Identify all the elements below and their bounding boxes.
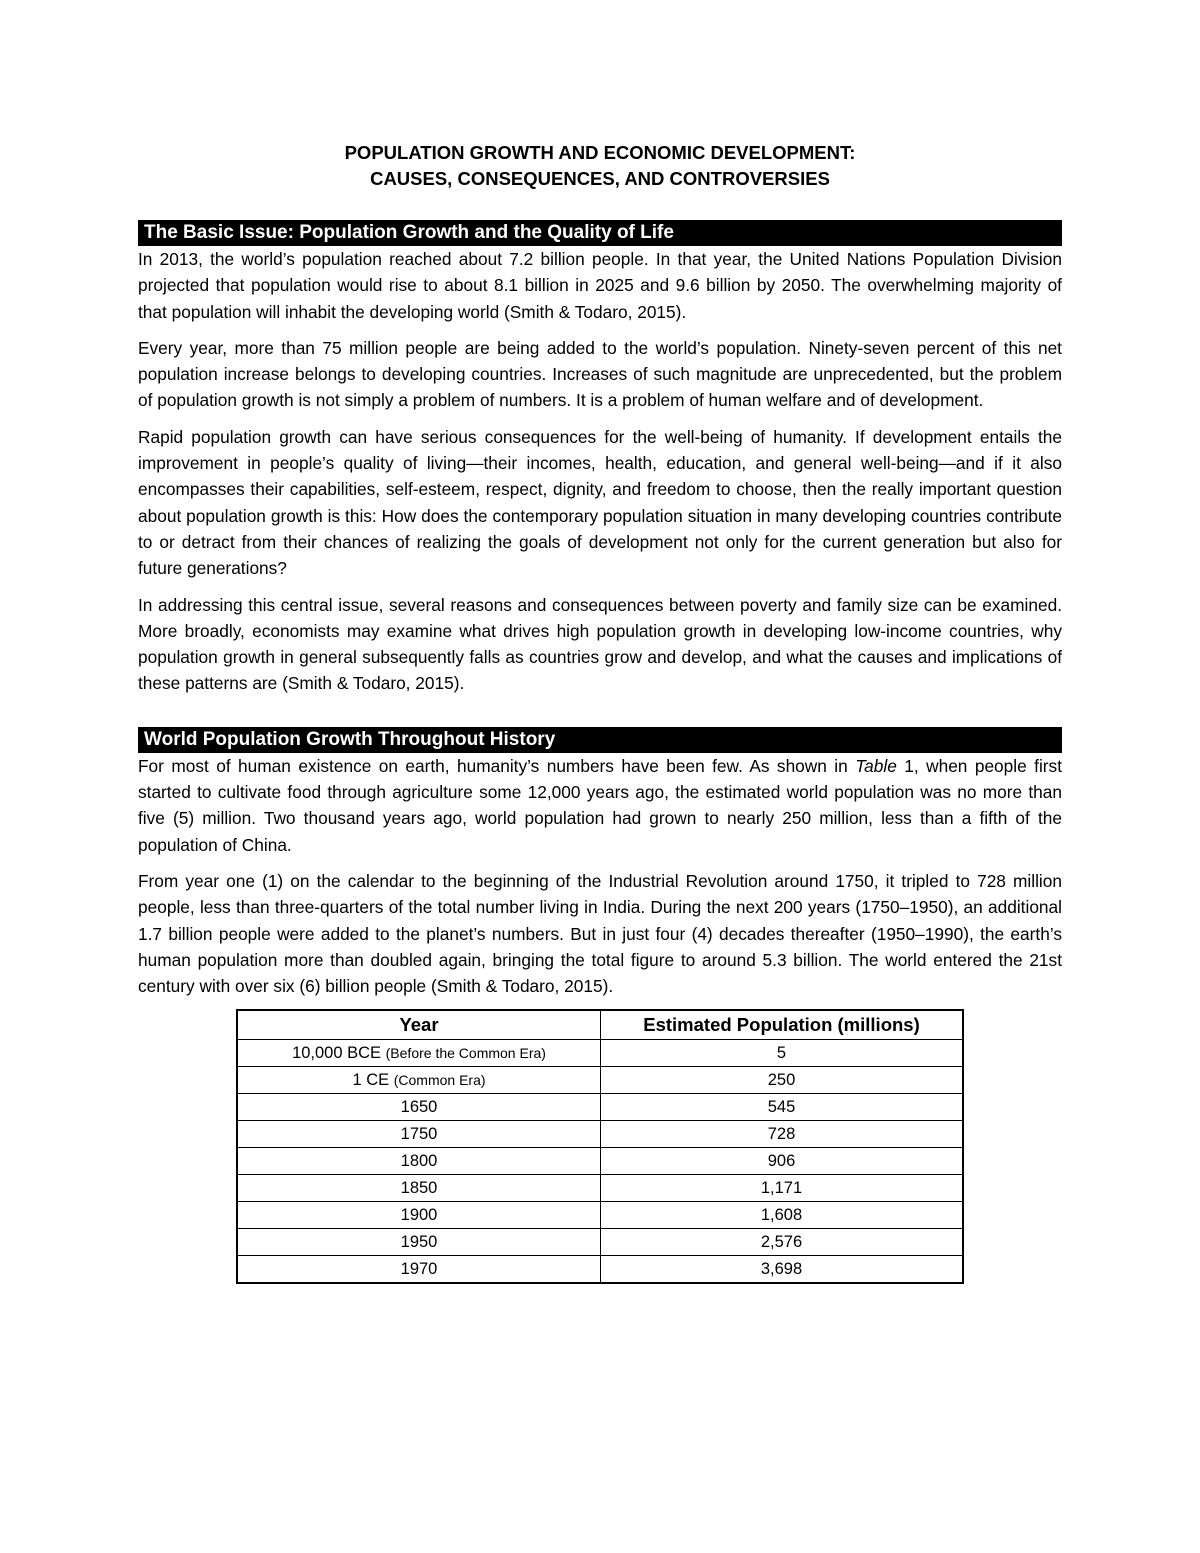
title-line-1: POPULATION GROWTH AND ECONOMIC DEVELOPMENT: <box>344 142 856 163</box>
year-value: 10,000 BCE <box>292 1044 382 1063</box>
paragraph <box>138 753 1062 858</box>
table-header-row <box>237 1010 963 1040</box>
year-value: 1750 <box>400 1125 438 1144</box>
population-table <box>236 1009 964 1284</box>
paragraph-text: For most of human existence on earth, humanity’s numbers have been few. As shown in <box>138 755 856 776</box>
table-row <box>237 1121 963 1148</box>
table-row <box>237 1040 963 1067</box>
cell-year <box>237 1094 601 1121</box>
document-page <box>138 140 1062 1284</box>
cell-population: 906 <box>601 1148 964 1175</box>
year-value: 1850 <box>400 1179 438 1198</box>
year-value: 1970 <box>400 1260 438 1279</box>
title-line-2: CAUSES, CONSEQUENCES, AND CONTROVERSIES <box>370 168 830 189</box>
year-value: 1800 <box>400 1152 438 1171</box>
cell-year <box>237 1256 601 1284</box>
cell-year <box>237 1202 601 1229</box>
year-note: (Before the Common Era) <box>385 1045 546 1062</box>
document-title <box>138 140 1062 192</box>
cell-population: 5 <box>601 1040 964 1067</box>
paragraph-text: 1, when people first started to cultivate food through agriculture some 12,000 years ago, the estimated world population was no more than five (5) million. Two thousand years ago, world population had grown to nearly 250 million, less than a fifth of the population of China. <box>138 755 1062 855</box>
year-value: 1 CE <box>352 1071 390 1090</box>
cell-population: 250 <box>601 1067 964 1094</box>
cell-year <box>237 1121 601 1148</box>
cell-year <box>237 1067 601 1094</box>
cell-year <box>237 1040 601 1067</box>
paragraph: Every year, more than 75 million people are being added to the world’s population. Ninety-seven percent of this net population increase belongs to developing countries. Increases of such magnitude are unprecedented, but the problem of population growth is not simply a problem of numbers. It is a problem of human welfare and of development. <box>138 337 1062 411</box>
year-value: 1650 <box>400 1098 438 1117</box>
paragraph: From year one (1) on the calendar to the beginning of the Industrial Revolution around 1750, it tripled to 728 million people, less than three-quarters of the total number living in India. During the next 200 years (1750–1950), an additional 1.7 billion people were added to the planet’s numbers. But in just four (4) decades thereafter (1950–1990), the earth’s human population more than doubled again, bringing the total figure to around 5.3 billion. The world entered the 21st century with over six (6) billion people (Smith & Todaro, 2015). <box>138 870 1062 997</box>
table-reference: Table <box>855 755 897 776</box>
cell-population: 1,608 <box>601 1202 964 1229</box>
table-row <box>237 1148 963 1175</box>
table-row <box>237 1175 963 1202</box>
paragraph: In 2013, the world’s population reached about 7.2 billion people. In that year, the United Nations Population Division projected that population would rise to about 8.1 billion in 2025 and 9.6 billion by 2050. The overwhelming majority of that population will inhabit the developing world (Smith & Todaro, 2015). <box>138 249 1062 322</box>
cell-population: 1,171 <box>601 1175 964 1202</box>
cell-population: 728 <box>601 1121 964 1148</box>
table-row <box>237 1256 963 1284</box>
section-heading-basic-issue: The Basic Issue: Population Growth and the Quality of Life <box>138 220 1062 246</box>
cell-population: 3,698 <box>601 1256 964 1284</box>
section-heading-world-population: World Population Growth Throughout History <box>138 727 1062 753</box>
cell-population: 2,576 <box>601 1229 964 1256</box>
year-value: 1950 <box>400 1233 438 1252</box>
paragraph: In addressing this central issue, several reasons and consequences between poverty and family size can be examined. More broadly, economists may examine what drives high population growth in developing low-income countries, why population growth in general subsequently falls as countries grow and develop, and what the causes and implications of these patterns are (Smith & Todaro, 2015). <box>138 594 1062 694</box>
table-row <box>237 1202 963 1229</box>
year-value: 1900 <box>400 1206 438 1225</box>
table-row <box>237 1067 963 1094</box>
column-header-population: Estimated Population (millions) <box>601 1010 964 1040</box>
cell-year <box>237 1229 601 1256</box>
cell-population: 545 <box>601 1094 964 1121</box>
table-row <box>237 1094 963 1121</box>
table-row <box>237 1229 963 1256</box>
cell-year <box>237 1175 601 1202</box>
paragraph: Rapid population growth can have serious consequences for the well-being of humanity. If development entails the improvement in people’s quality of living—their incomes, health, education, and general well-being—and if it also encompasses their capabilities, self-esteem, respect, dignity, and freedom to choose, then the really important question about population growth is this: How does the contemporary population situation in many developing countries contribute to or detract from their chances of realizing the goals of development not only for the current generation but also for future generations? <box>138 426 1062 579</box>
year-note: (Common Era) <box>393 1072 486 1089</box>
column-header-year: Year <box>237 1010 601 1040</box>
cell-year <box>237 1148 601 1175</box>
